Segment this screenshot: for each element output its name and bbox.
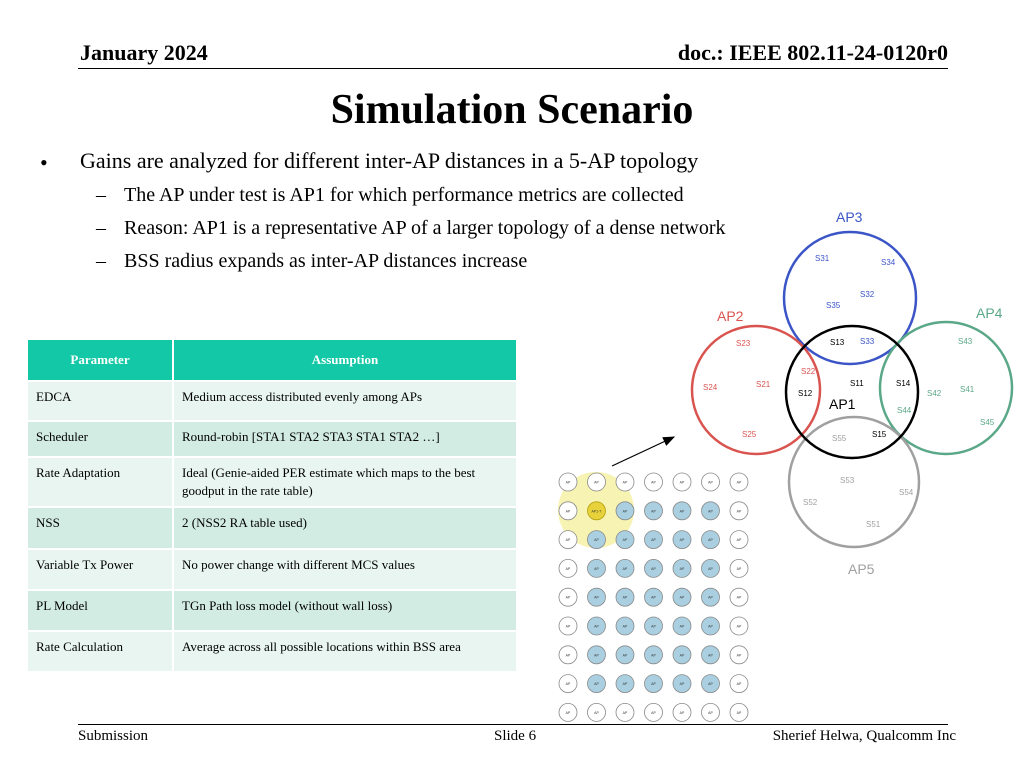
- grid-node-label: AP: [622, 538, 628, 543]
- grid-node-label: AP: [594, 480, 599, 485]
- ap5-label: AP5: [848, 561, 875, 577]
- grid-node-label: AP: [679, 595, 685, 600]
- grid-node-label: AP: [651, 653, 656, 658]
- grid-node-label: AP: [736, 538, 742, 543]
- table-cell: NSS: [27, 507, 173, 549]
- table-cell: Rate Calculation: [27, 631, 173, 672]
- station-label: S54: [899, 488, 914, 497]
- grid-node-label: AP: [622, 624, 628, 629]
- grid-node-label: AP: [565, 595, 571, 600]
- station-label: S23: [736, 339, 751, 348]
- grid-node-label: AP: [565, 653, 571, 658]
- grid-node-label: AP: [594, 710, 599, 715]
- station-label: S42: [927, 389, 942, 398]
- table-cell: Variable Tx Power: [27, 549, 173, 590]
- grid-node-label: AP: [708, 653, 713, 658]
- grid-node-label: AP: [679, 538, 685, 543]
- station-label: S25: [742, 430, 757, 439]
- grid-node-label: AP: [594, 682, 599, 687]
- station-label: S52: [803, 498, 818, 507]
- ap-grid: [559, 473, 748, 721]
- table-cell: 2 (NSS2 RA table used): [173, 507, 517, 549]
- grid-node-label: AP: [622, 566, 628, 571]
- table-cell: Medium access distributed evenly among APs: [173, 381, 517, 421]
- grid-node-label: AP: [679, 624, 685, 629]
- station-label: S15: [872, 430, 887, 439]
- grid-node-label: AP: [565, 682, 571, 687]
- grid-node-label: AP: [651, 538, 656, 543]
- station-label: S22: [801, 367, 816, 376]
- sub-dash: –: [96, 250, 106, 272]
- grid-node-label: AP: [679, 509, 685, 514]
- slide-title: Simulation Scenario: [330, 87, 694, 133]
- sub-bullet-2: Reason: AP1 is a representative AP of a larger topology of a dense network: [124, 217, 726, 239]
- grid-node-label: AP: [622, 509, 628, 514]
- table-cell: Ideal (Genie-aided PER estimate which maps to the best goodput in the rate table): [173, 457, 517, 507]
- grid-node-label: AP: [651, 595, 656, 600]
- station-label: S55: [832, 434, 847, 443]
- table-cell: Scheduler: [27, 421, 173, 457]
- sub-bullet-1: The AP under test is AP1 for which performance metrics are collected: [124, 184, 684, 206]
- station-label: S43: [958, 337, 973, 346]
- grid-node-label: AP: [708, 509, 713, 514]
- station-label: S13: [830, 338, 845, 347]
- ap4-label: AP4: [976, 305, 1003, 321]
- table-cell: TGn Path loss model (without wall loss): [173, 590, 517, 631]
- station-label: S21: [756, 380, 771, 389]
- bullet-main: Gains are analyzed for different inter-AP distances in a 5-AP topology: [80, 148, 699, 173]
- pointer-arrow: [612, 437, 674, 466]
- grid-node-label: AP: [565, 624, 571, 629]
- header-doc-id: doc.: IEEE 802.11-24-0120r0: [677, 40, 948, 65]
- grid-node-label: AP: [708, 538, 713, 543]
- grid-node-label: AP: [679, 480, 685, 485]
- grid-node-label: AP: [708, 624, 713, 629]
- station-label: S53: [840, 476, 855, 485]
- footer-left: Submission: [78, 728, 149, 744]
- table-cell: Round-robin [STA1 STA2 STA3 STA1 STA2 …]: [173, 421, 517, 457]
- grid-node-label: AP: [651, 624, 656, 629]
- ap2-label: AP2: [717, 308, 744, 324]
- station-label: S51: [866, 520, 881, 529]
- bullet-dot: •: [40, 150, 48, 175]
- column-header: Assumption: [173, 339, 517, 381]
- grid-node-label: AP: [736, 480, 742, 485]
- grid-node-label: AP: [651, 480, 656, 485]
- table-cell: EDCA: [27, 381, 173, 421]
- grid-node-label: AP: [708, 566, 713, 571]
- grid-node-label: AP: [651, 682, 656, 687]
- station-label: S14: [896, 379, 911, 388]
- grid-node-label: AP: [679, 682, 685, 687]
- grid-node-label: AP1-T: [591, 509, 602, 514]
- grid-node-label: AP: [622, 682, 628, 687]
- ap3-label: AP3: [836, 209, 863, 225]
- grid-node-label: AP: [622, 595, 628, 600]
- table-cell: No power change with different MCS values: [173, 549, 517, 590]
- table-cell: PL Model: [27, 590, 173, 631]
- station-label: S34: [881, 258, 896, 267]
- grid-node-label: AP: [736, 595, 742, 600]
- grid-node-label: AP: [736, 710, 742, 715]
- grid-node-label: AP: [651, 710, 656, 715]
- grid-node-label: AP: [622, 710, 628, 715]
- table-cell: Rate Adaptation: [27, 457, 173, 507]
- station-label: S33: [860, 337, 875, 346]
- grid-node-label: AP: [708, 710, 713, 715]
- grid-node-label: AP: [651, 566, 656, 571]
- column-header: Parameter: [27, 339, 173, 381]
- grid-node-label: AP: [594, 624, 599, 629]
- ap1-label: AP1: [829, 396, 856, 412]
- sub-dash: –: [96, 184, 106, 206]
- station-label: S31: [815, 254, 830, 263]
- grid-node-label: AP: [679, 566, 685, 571]
- grid-node-label: AP: [651, 509, 656, 514]
- station-label: S35: [826, 301, 841, 310]
- footer-author: Sherief Helwa, Qualcomm Inc: [772, 728, 956, 744]
- grid-node-label: AP: [622, 653, 628, 658]
- grid-node-label: AP: [594, 653, 599, 658]
- sub-bullet-3: BSS radius expands as inter-AP distances increase: [124, 250, 528, 272]
- grid-node-label: AP: [679, 710, 685, 715]
- grid-node-label: AP: [736, 509, 742, 514]
- grid-node-label: AP: [736, 566, 742, 571]
- station-label: S12: [798, 389, 813, 398]
- grid-node-label: AP: [708, 682, 713, 687]
- grid-node-label: AP: [622, 480, 628, 485]
- grid-node-label: AP: [565, 480, 571, 485]
- grid-node-label: AP: [679, 653, 685, 658]
- grid-node-label: AP: [565, 538, 571, 543]
- station-label: S44: [897, 406, 912, 415]
- station-label: S32: [860, 290, 875, 299]
- grid-node-label: AP: [565, 566, 571, 571]
- grid-node-label: AP: [708, 595, 713, 600]
- station-label: S41: [960, 385, 975, 394]
- footer-divider: [78, 724, 948, 725]
- grid-node-label: AP: [565, 710, 571, 715]
- footer-slide-number: Slide 6: [494, 728, 537, 744]
- header-date: January 2024: [80, 40, 208, 65]
- grid-node-label: AP: [594, 566, 599, 571]
- sub-dash: –: [96, 217, 106, 239]
- table-cell: Average across all possible locations within BSS area: [173, 631, 517, 672]
- grid-node-label: AP: [565, 509, 571, 514]
- station-label: S11: [850, 379, 864, 388]
- station-label: S45: [980, 418, 995, 427]
- station-label: S24: [703, 383, 718, 392]
- grid-node-label: AP: [736, 653, 742, 658]
- grid-node-label: AP: [708, 480, 713, 485]
- grid-node-label: AP: [594, 595, 599, 600]
- grid-node-label: AP: [736, 624, 742, 629]
- grid-node-label: AP: [594, 538, 599, 543]
- grid-node-label: AP: [736, 682, 742, 687]
